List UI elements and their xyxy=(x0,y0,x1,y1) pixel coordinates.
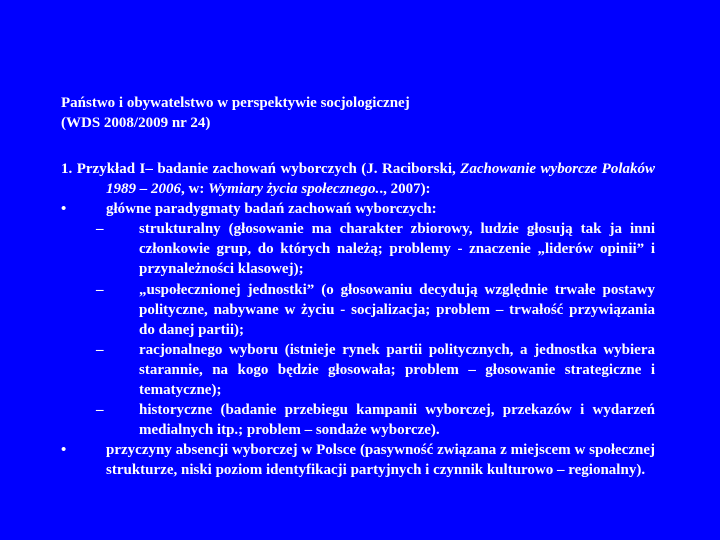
bullet-item-paradigms xyxy=(61,199,655,219)
bullet-item-absence xyxy=(61,440,655,480)
dash-marker: – xyxy=(96,221,104,238)
title-line-1: Państwo i obywatelstwo w perspektywie socjologicznej xyxy=(61,95,410,111)
bullet-marker: • xyxy=(61,442,67,459)
bullet-text: główne paradygmaty badań zachowań wyborczych: xyxy=(106,201,437,218)
slide-content xyxy=(61,159,655,481)
sub-item-text: racjonalnego wyboru (istnieje rynek partii politycznych, a jednostka wybiera starannie, na kogo będzie głosowała; problem – głosowanie strategiczne i tematyczne); xyxy=(139,341,655,399)
sub-item-historical xyxy=(61,400,655,440)
sub-item-structural xyxy=(61,219,655,279)
sub-item-text: historyczne (badanie przebiegu kampanii wyborczej, przekazów i wydarzeń medialnych itp.; problem – sondaże wyborcze). xyxy=(139,402,655,439)
numbered-item-1 xyxy=(61,159,655,199)
bullet-marker: • xyxy=(61,201,67,218)
dash-marker: – xyxy=(96,402,104,419)
sub-item-socialized-individual xyxy=(61,280,655,340)
book-title: Zachowanie wyborcze Polaków 1989 – 2006 xyxy=(106,161,655,198)
collection-title: Wymiary życia społecznego. xyxy=(208,181,380,198)
item1-prefix: 1. Przykład I– badanie zachowań wyborczych (J. Raciborski, xyxy=(61,161,461,177)
sub-item-text: „uspołecznionej jednostki” (o głosowaniu decydują względnie trwałe postawy polityczne, nabywane w życiu - socjalizacja; problem – trwałość przywiązania do danej partii); xyxy=(139,281,655,338)
sub-item-text: strukturalny (głosowanie ma charakter zbiorowy, ludzie głosują tak ja inni członkowie grup, do których należą; problemy - znaczenie „liderów opinii” i przynależności klasowej); xyxy=(139,221,655,278)
slide-title xyxy=(61,93,681,133)
sub-item-rational-choice xyxy=(61,340,655,400)
dash-marker: – xyxy=(96,281,104,298)
bullet-text: przyczyny absencji wyborczej w Polsce (pasywność związana z miejscem w społecznej strukturze, niski poziom identyfikacji partyjnych i czynnik kulturowo – regionalny). xyxy=(106,442,655,479)
title-line-2: (WDS 2008/2009 nr 24) xyxy=(61,115,211,131)
dash-marker: – xyxy=(96,341,104,358)
item1-suffix: ., 2007): xyxy=(379,181,431,198)
item1-middle: , w: xyxy=(181,181,209,198)
